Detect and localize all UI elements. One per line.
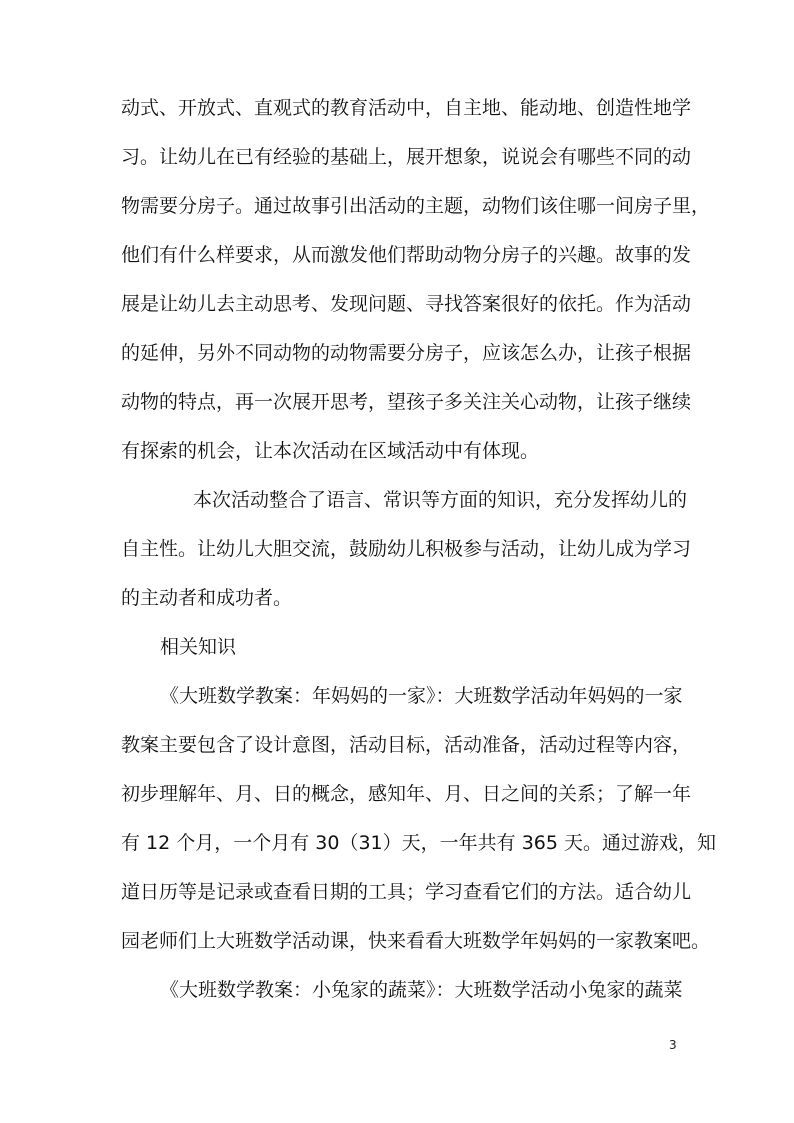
paragraph-line: 初步理解年、月、日的概念，感知年、月、日之间的关系；了解一年	[121, 783, 692, 805]
paragraph-line: 的主动者和成功者。	[121, 587, 293, 609]
paragraph-line: 他们有什么样要求，从而激发他们帮助动物分房子的兴趣。故事的发	[121, 244, 692, 266]
paragraph-line: 《大班数学教案：小兔家的蔬菜》：大班数学活动小兔家的蔬菜	[160, 979, 683, 1001]
paragraph-line: 《大班数学教案：年妈妈的一家》：大班数学活动年妈妈的一家	[160, 685, 683, 707]
paragraph-line: 有 12 个月，一个月有 30（31）天，一年共有 365 天。通过游戏，知	[121, 832, 716, 854]
section-heading: 相关知识	[160, 636, 237, 658]
paragraph-line: 园老师们上大班数学活动课，快来看看大班数学年妈妈的一家教案吧。	[121, 930, 711, 952]
paragraph-line: 动式、开放式、直观式的教育活动中，自主地、能动地、创造性地学	[121, 97, 692, 119]
paragraph-line: 展是让幼儿去主动思考、发现问题、寻找答案很好的依托。作为活动	[121, 293, 692, 315]
paragraph-line: 物需要分房子。通过故事引出活动的主题，动物们该住哪一间房子里，	[121, 195, 711, 217]
paragraph-line: 的延伸，另外不同动物的动物需要分房子，应该怎么办，让孩子根据	[121, 342, 692, 364]
page-number: 3	[669, 1038, 677, 1052]
paragraph-line: 道日历等是记录或查看日期的工具；学习查看它们的方法。适合幼儿	[121, 881, 692, 903]
paragraph-line: 自主性。让幼儿大胆交流，鼓励幼儿积极参与活动，让幼儿成为学习	[121, 538, 692, 560]
paragraph-line: 动物的特点，再一次展开思考，望孩子多关注关心动物，让孩子继续	[121, 391, 692, 413]
paragraph-line: 本次活动整合了语言、常识等方面的知识，充分发挥幼儿的	[193, 489, 688, 511]
paragraph-line: 习。让幼儿在已有经验的基础上，展开想象，说说会有哪些不同的动	[121, 146, 692, 168]
paragraph-line: 有探索的机会，让本次活动在区域活动中有体现。	[121, 440, 540, 462]
paragraph-line: 教案主要包含了设计意图，活动目标，活动准备，活动过程等内容，	[121, 734, 692, 756]
